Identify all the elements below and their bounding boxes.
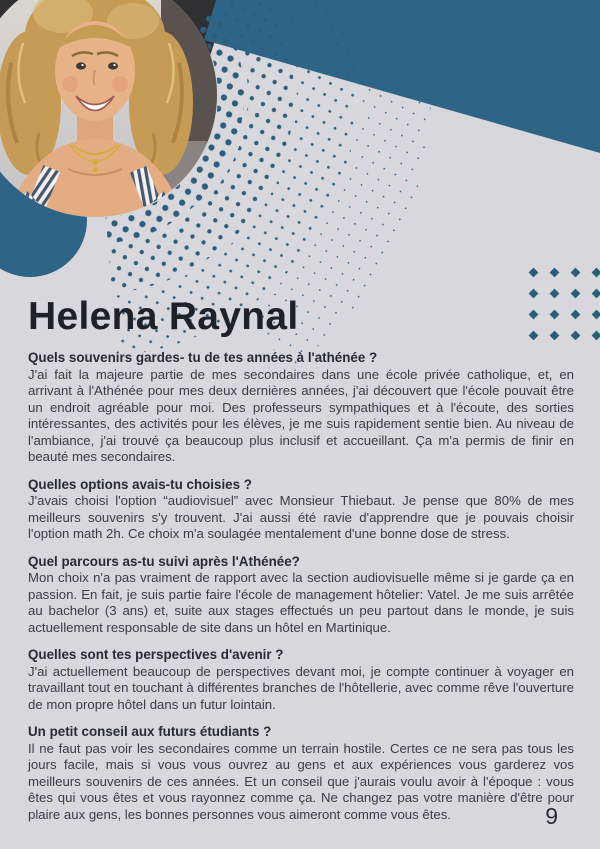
- interview-answer: J'ai actuellement beaucoup de perspectives devant moi, je compte continuer à voyager en travaillant tout en touchant à différentes branches de l'hôtellerie, avec comme rêve l'ouverture de mon propre hôtel dans un futur lointain.: [28, 663, 574, 712]
- interview-question: Quelles options avais-tu choisies ?: [28, 476, 252, 492]
- interview-section: [28, 724, 574, 823]
- interview-question: Quels souvenirs gardes- tu de tes années à l'athénée ?: [28, 350, 378, 365]
- page-title: Helena Raynal: [28, 295, 299, 338]
- interview-answer: J'avais choisi l'option “audiovisuel” avec Monsieur Thiebaut. Je pense que 80% de mes meilleurs souvenirs s'y trouvent. J'ai aussi été ravie d'apprendre que je pouvais choisir l'option math 2h. Ce choix m'a soulagée mentalement d'une bonne dose de stress.: [28, 493, 574, 541]
- interview-question: Un petit conseil aux futurs étudiants ?: [28, 724, 272, 739]
- page-number: 9: [545, 803, 558, 829]
- interview-section: [28, 350, 574, 466]
- interview-question: Quelles sont tes perspectives d'avenir ?: [28, 647, 284, 662]
- interview-section: [28, 554, 574, 637]
- interview-section: [28, 647, 574, 713]
- profile-photo: [0, 0, 217, 217]
- interview-question: Quel parcours as-tu suivi après l'Athénée?: [28, 553, 300, 569]
- interview-section: [28, 477, 574, 543]
- interview-answer: Il ne faut pas voir les secondaires comme un terrain hostile. Certes ce ne sera pas tous les jours facile, mais si vous vous ouvrez au gens et aux expériences vous garderez vos meilleurs souvenirs de ces années. Et un conseil que j'aurais voulu avoir à l'époque : vous êtes qui vous êtes et vous rayonnez comme ça. Ne changez pas votre manière d'être pour plaire aux gens, les bonnes personnes vous aimeront comme vous êtes.: [28, 740, 574, 822]
- article-content: [28, 296, 574, 834]
- interview-answer: J'ai fait la majeure partie de mes secondaires dans une école privée catholique, et, en arrivant à l'Athénée pour mes deux dernières années, j'ai découvert que l'école pouvait être un endroit agréable pour moi. Des professeurs sympathiques et à l'écoute, des sorties intéressantes, des activités pour les élèves, je me suis rapidement sentie bien. Au niveau de l'ambiance, j'ai trouvé ça beaucoup plus inclusif et accueillant. Ça m'a permis de finir en beauté mes secondaires.: [28, 366, 574, 464]
- portrait-illustration: [0, 0, 217, 217]
- interview-answer: Mon choix n'a pas vraiment de rapport avec la section audiovisuelle même si je garde ça en passion. En fait, je suis partie faire l'école de management hôtelier: Vatel. Je me suis arrêtée au bachelor (3 ans) et, suite aux stages effectués un peu partout dans le monde, je suis actuellement responsable de site dans un hôtel en Martinique.: [28, 570, 574, 635]
